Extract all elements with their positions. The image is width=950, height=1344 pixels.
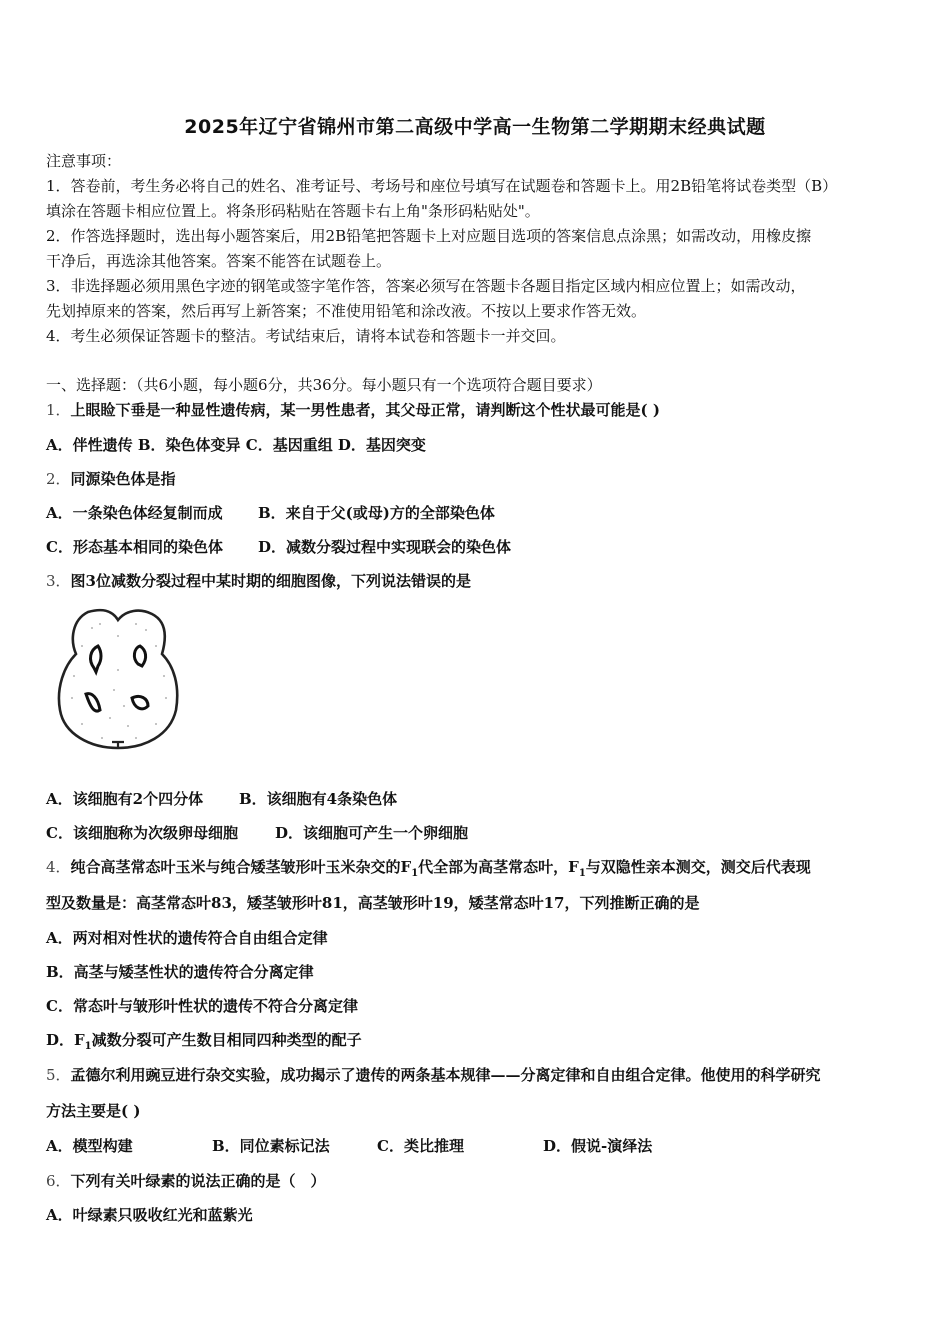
stem-part: 纯合高茎常态叶玉米与纯合矮茎皱形叶玉米杂交的F bbox=[70, 858, 412, 876]
question-6 bbox=[46, 1170, 908, 1192]
stem-part: 与双隐性亲本测交，测交后代表现 bbox=[585, 858, 811, 876]
option-b: B．该细胞有4条染色体 bbox=[239, 790, 398, 808]
notice-line: 填涂在答题卡相应位置上。将条形码粘贴在答题卡右上角"条形码粘贴处"。 bbox=[46, 202, 540, 220]
option-b: B．来自于父(或母)方的全部染色体 bbox=[258, 504, 495, 522]
question-5-options-row bbox=[46, 1135, 908, 1157]
notice-line: 1．答卷前，考生务必将自己的姓名、准考证号、考场号和座位号填写在试题卷和答题卡上。用2B铅笔将试卷类型（B） bbox=[46, 177, 838, 195]
page-title: 2025年辽宁省锦州市第二高级中学高一生物第二学期期末经典试题 bbox=[184, 116, 766, 138]
option-a: A．一条染色体经复制而成 bbox=[46, 504, 223, 522]
question-stem bbox=[70, 858, 811, 879]
question-3 bbox=[46, 570, 908, 592]
cell-division-figure bbox=[52, 606, 190, 754]
notice-line: 3．非选择题必须用黑色字迹的钢笔或签字笔作答，答案必须写在答题卡各题目指定区域内相应位置上；如需改动， bbox=[46, 277, 806, 295]
notice-heading: 注意事项： bbox=[46, 152, 122, 170]
option-part: D．F bbox=[46, 1031, 85, 1049]
stem-part: 代全部为高茎常态叶，F bbox=[418, 858, 579, 876]
option-part: 减数分裂可产生数目相同四种类型的配子 bbox=[91, 1031, 362, 1049]
notice-line: 干净后，再选涂其他答案。答案不能答在试题卷上。 bbox=[46, 252, 392, 270]
question-3-options-row bbox=[46, 822, 908, 844]
option-a: A．模型构建 bbox=[46, 1137, 133, 1155]
subscript: 1 bbox=[578, 868, 586, 879]
notice-line: 4．考生必须保证答题卡的整洁。考试结束后，请将本试卷和答题卡一并交回。 bbox=[46, 327, 566, 345]
question-stem: 图3位减数分裂过程中某时期的细胞图像，下列说法错误的是 bbox=[70, 572, 471, 590]
question-number: 3． bbox=[46, 572, 71, 590]
question-stem: 下列有关叶绿素的说法正确的是（ ） bbox=[70, 1172, 326, 1190]
question-3-options-row bbox=[46, 788, 908, 810]
question-2 bbox=[46, 468, 908, 490]
option-b: B．高茎与矮茎性状的遗传符合分离定律 bbox=[46, 963, 314, 981]
option-a: A．两对相对性状的遗传符合自由组合定律 bbox=[46, 929, 328, 947]
question-1 bbox=[46, 399, 908, 421]
option-d: D．假说-演绎法 bbox=[543, 1137, 653, 1155]
section-heading: 一、选择题：（共6小题，每小题6分，共36分。每小题只有一个选项符合题目要求） bbox=[46, 376, 602, 394]
option-d: D．减数分裂过程中实现联会的染色体 bbox=[258, 538, 512, 556]
option-b: B．同位素标记法 bbox=[212, 1137, 330, 1155]
option-d bbox=[46, 1029, 908, 1058]
question-5 bbox=[46, 1064, 908, 1086]
question-2-options-row bbox=[46, 502, 908, 524]
option-c: C．形态基本相同的染色体 bbox=[46, 538, 223, 556]
question-stem: 孟德尔利用豌豆进行杂交实验，成功揭示了遗传的两条基本规律——分离定律和自由组合定律。他使用的科学研究 bbox=[70, 1066, 821, 1084]
question-stem: 同源染色体是指 bbox=[70, 470, 176, 488]
option-c: C．类比推理 bbox=[377, 1137, 464, 1155]
subscript: 1 bbox=[411, 868, 419, 879]
question-number: 2． bbox=[46, 470, 71, 488]
option-a: A．叶绿素只吸收红光和蓝紫光 bbox=[46, 1206, 253, 1224]
question-4 bbox=[46, 856, 908, 885]
option-d: D．该细胞可产生一个卵细胞 bbox=[275, 824, 469, 842]
question-number: 1． bbox=[46, 401, 71, 419]
question-number: 5． bbox=[46, 1066, 71, 1084]
question-5-stem-line: 方法主要是( ) bbox=[46, 1102, 141, 1120]
option-c: C．该细胞称为次级卵母细胞 bbox=[46, 824, 238, 842]
question-1-options: A．伴性遗传 B．染色体变异 C．基因重组 D．基因突变 bbox=[46, 436, 426, 454]
question-4-stem-line: 型及数量是：高茎常态叶83，矮茎皱形叶81，高茎皱形叶19，矮茎常态叶17，下列推断正确的是 bbox=[46, 894, 700, 912]
question-stem: 上眼睑下垂是一种显性遗传病，某一男性患者，其父母正常，请判断这个性状最可能是( ) bbox=[70, 401, 660, 419]
notice-line: 2．作答选择题时，选出每小题答案后，用2B铅笔把答题卡上对应题目选项的答案信息点涂黑；如需改动，用橡皮擦 bbox=[46, 227, 812, 245]
question-2-options-row bbox=[46, 536, 908, 558]
subscript: 1 bbox=[84, 1041, 92, 1052]
option-a: A．该细胞有2个四分体 bbox=[46, 790, 204, 808]
question-number: 6． bbox=[46, 1172, 71, 1190]
question-number: 4． bbox=[46, 858, 71, 876]
notice-line: 先划掉原来的答案，然后再写上新答案；不准使用铅笔和涂改液。不按以上要求作答无效。 bbox=[46, 302, 647, 320]
option-c: C．常态叶与皱形叶性状的遗传不符合分离定律 bbox=[46, 997, 358, 1015]
